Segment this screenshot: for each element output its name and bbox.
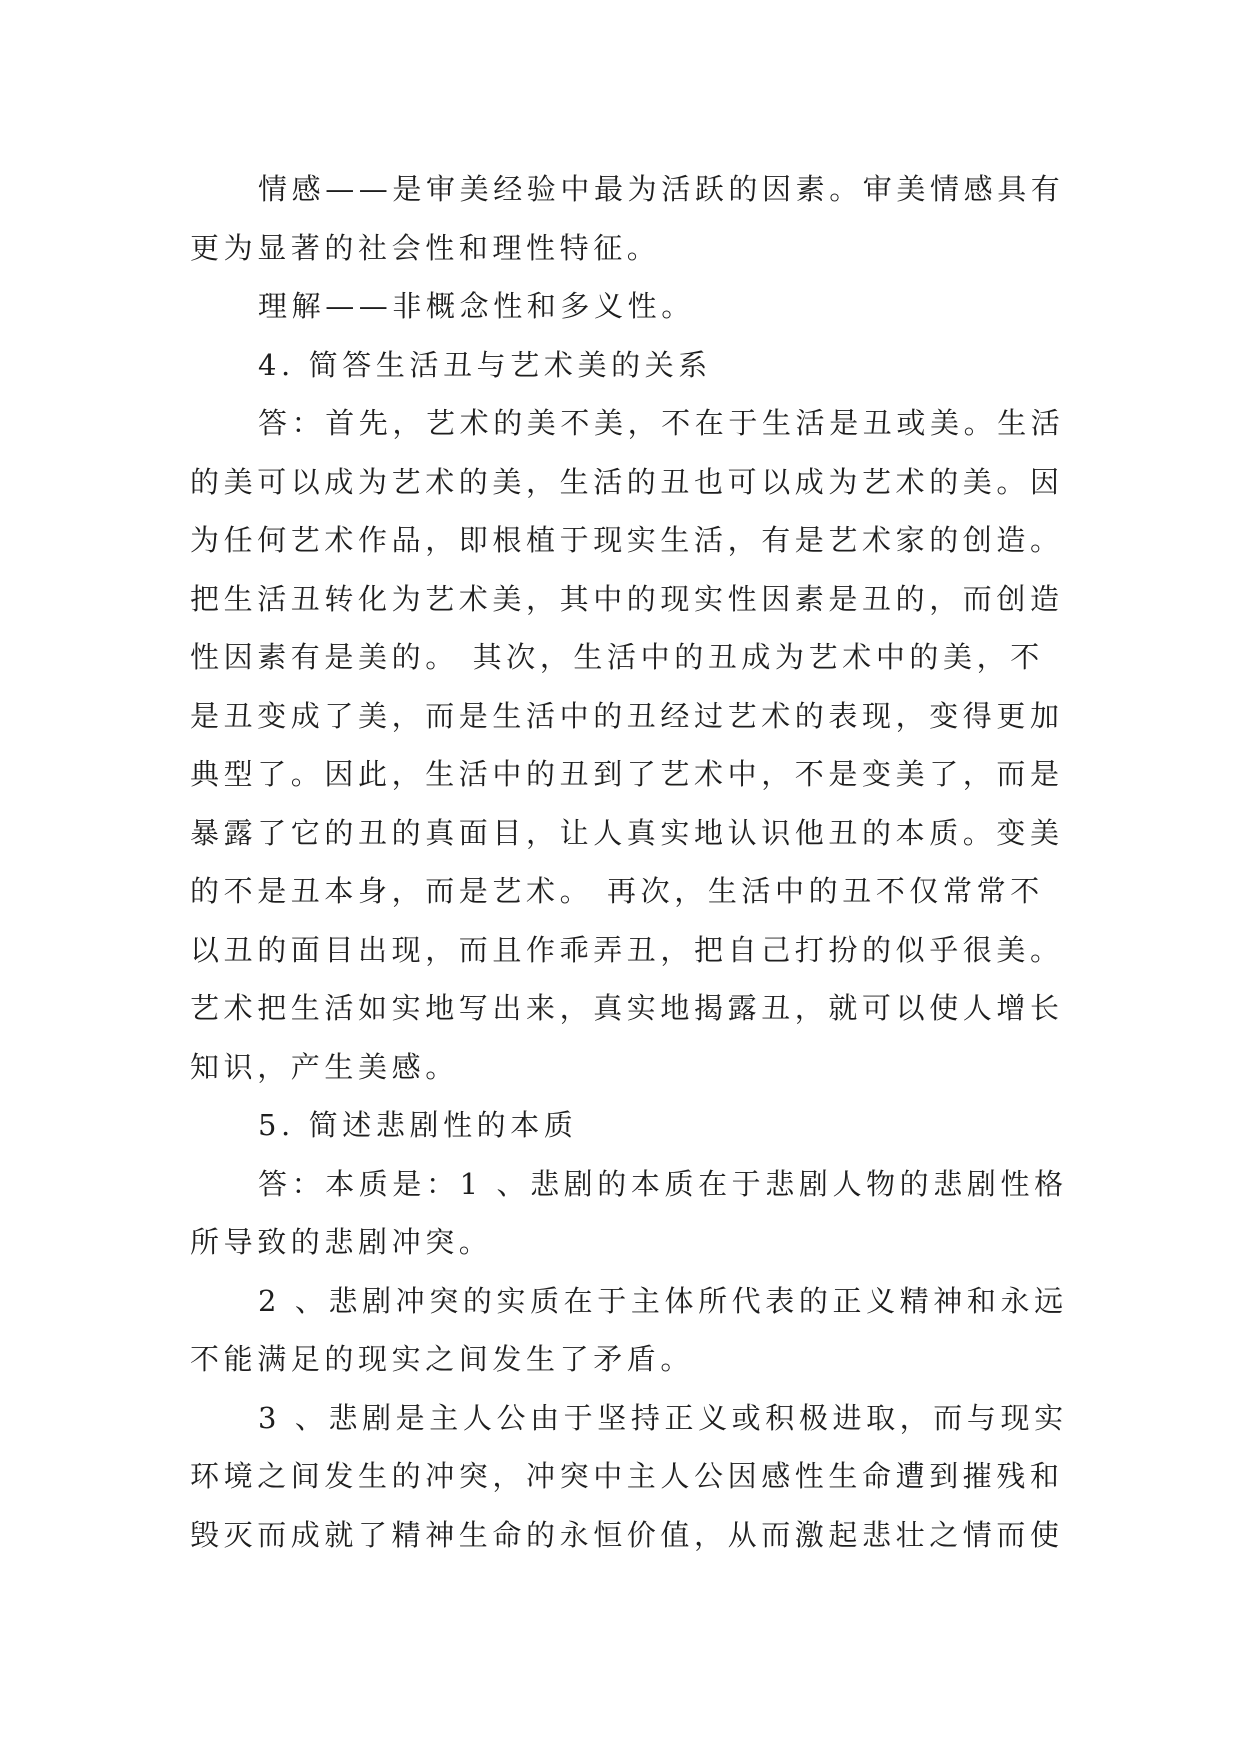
text-line: 暴露了它的丑的真面目，让人真实地认识他丑的本质。变美: [190, 815, 1064, 850]
text-line: 以丑的面目出现，而且作乖弄丑，把自己打扮的似乎很美。: [190, 932, 1064, 967]
text-line: 所导致的悲剧冲突。: [190, 1225, 493, 1259]
text-line: 答：本质是：1 、悲剧的本质在于悲剧人物的悲剧性格: [258, 1166, 1068, 1201]
text-line: 3 、悲剧是主人公由于坚持正义或积极进取，而与现实: [258, 1400, 1068, 1435]
text-line: 是丑变成了美，而是生活中的丑经过艺术的表现，变得更加: [190, 698, 1064, 733]
body-text: [190, 160, 1070, 1564]
question-heading: 5. 简述悲剧性的本质: [258, 1108, 578, 1142]
text-line: 毁灭而成就了精神生命的永恒价值，从而激起悲壮之情而使: [190, 1517, 1064, 1552]
text-line: 环境之间发生的冲突，冲突中主人公因感性生命遭到摧残和: [190, 1459, 1064, 1493]
text-line: 典型了。因此，生活中的丑到了艺术中，不是变美了，而是: [190, 757, 1064, 791]
text-line: 的美可以成为艺术的美，生活的丑也可以成为艺术的美。因: [190, 464, 1064, 499]
text-line: 2 、悲剧冲突的实质在于主体所代表的正义精神和永远: [258, 1283, 1068, 1318]
text-line: 艺术把生活如实地写出来，真实地揭露丑，就可以使人增长: [190, 991, 1064, 1025]
text-line: 情感——是审美经验中最为活跃的因素。审美情感具有: [258, 172, 1065, 206]
text-line: 答：首先，艺术的美不美，不在于生活是丑或美。生活: [258, 406, 1065, 440]
text-line: 把生活丑转化为艺术美，其中的现实性因素是丑的，而创造: [190, 581, 1064, 616]
text-line: 知识，产生美感。: [190, 1049, 459, 1084]
text-line: 的不是丑本身，而是艺术。 再次，生活中的丑不仅常常不: [190, 874, 1044, 908]
text-line: 为任何艺术作品，即根植于现实生活，有是艺术家的创造。: [190, 523, 1064, 557]
text-line: 更为显著的社会性和理性特征。: [190, 230, 661, 265]
question-heading: 4. 简答生活丑与艺术美的关系: [258, 347, 712, 382]
text-line: 性因素有是美的。 其次，生活中的丑成为艺术中的美，不: [190, 640, 1044, 674]
text-line: 理解——非概念性和多义性。: [258, 289, 695, 323]
text-line: 不能满足的现实之间发生了矛盾。: [190, 1342, 695, 1376]
